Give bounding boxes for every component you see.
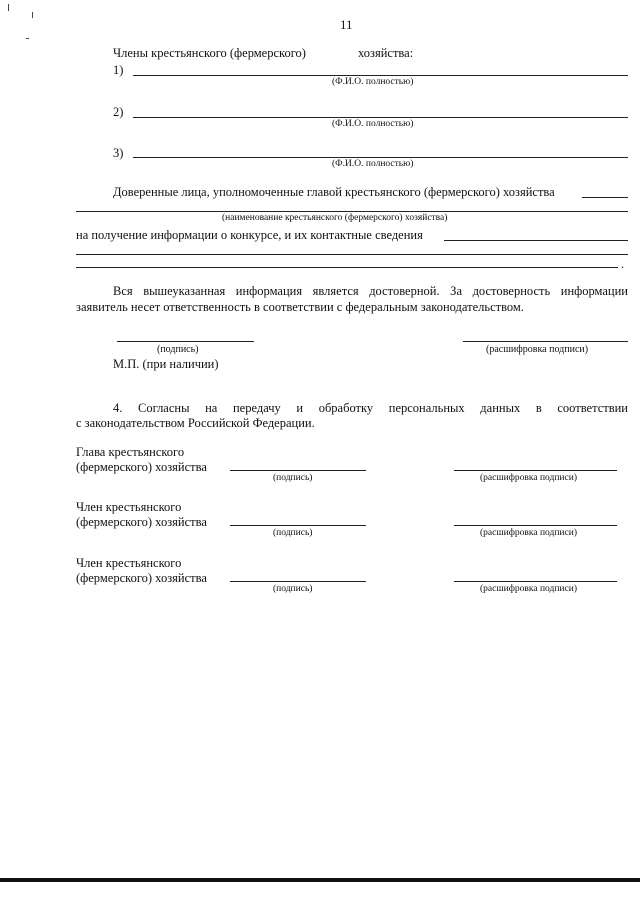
contact-fill-line-2[interactable] bbox=[76, 254, 628, 255]
scan-mark bbox=[26, 38, 29, 39]
page-number: 11 bbox=[340, 17, 353, 32]
head-signature-caption: (подпись) bbox=[273, 473, 313, 483]
member-name-caption: (расшифровка подписи) bbox=[480, 528, 577, 538]
member-2-signature-caption: (подпись) bbox=[273, 584, 313, 594]
members-intro-left: Члены крестьянского (фермерского) bbox=[113, 46, 306, 60]
head-title-1: Глава крестьянского bbox=[76, 445, 185, 459]
member-2-caption: (Ф.И.О. полностью) bbox=[332, 119, 414, 129]
head-title-2: (фермерского) хозяйства bbox=[76, 460, 207, 474]
member-2-title-1: Член крестьянского bbox=[76, 556, 182, 570]
head-name-line[interactable] bbox=[454, 470, 617, 471]
member-2-name-line[interactable] bbox=[454, 581, 617, 582]
signature-name-caption: (расшифровка подписи) bbox=[486, 344, 589, 355]
contact-fill-line-3[interactable] bbox=[76, 267, 618, 268]
member-2-signature-line[interactable] bbox=[230, 581, 366, 582]
consent-line-1: 4. Согласны на передачу и обработку персональных данных в соответствии bbox=[113, 401, 628, 415]
scan-mark bbox=[32, 12, 33, 18]
farm-name-line[interactable] bbox=[76, 211, 628, 212]
head-signature-line[interactable] bbox=[230, 470, 366, 471]
member-2-name-line[interactable] bbox=[133, 117, 628, 118]
member-signature-caption: (подпись) bbox=[273, 528, 313, 538]
member-2-number: 2) bbox=[113, 105, 124, 119]
member-signature-line[interactable] bbox=[230, 525, 366, 526]
signature-name-line[interactable] bbox=[463, 341, 628, 342]
statement-line-1: Вся вышеуказанная информация является достоверной. За достоверность информации bbox=[113, 284, 628, 298]
member-title-2: (фермерского) хозяйства bbox=[76, 515, 207, 529]
head-name-caption: (расшифровка подписи) bbox=[480, 473, 577, 483]
members-intro-right: хозяйства: bbox=[358, 46, 414, 60]
trusted-line-1: Доверенные лица, уполномоченные главой крестьянского (фермерского) хозяйства bbox=[113, 185, 555, 199]
member-title-1: Член крестьянского bbox=[76, 500, 182, 514]
member-1-name-line[interactable] bbox=[133, 75, 628, 76]
page-bottom-border bbox=[0, 878, 640, 882]
trusted-fill-line-1[interactable] bbox=[582, 197, 628, 198]
member-2-title-2: (фермерского) хозяйства bbox=[76, 571, 207, 585]
member-2-name-caption: (расшифровка подписи) bbox=[480, 584, 577, 594]
statement-line-2: заявитель несет ответственность в соответствии с федеральным законодательством. bbox=[76, 300, 524, 314]
scan-mark bbox=[8, 4, 9, 11]
signature-line[interactable] bbox=[117, 341, 254, 342]
member-1-number: 1) bbox=[113, 63, 124, 77]
stamp-label: М.П. (при наличии) bbox=[113, 357, 219, 371]
member-3-name-line[interactable] bbox=[133, 157, 628, 158]
member-1-caption: (Ф.И.О. полностью) bbox=[332, 77, 414, 87]
member-name-line[interactable] bbox=[454, 525, 617, 526]
contact-period: . bbox=[621, 257, 625, 271]
member-3-caption: (Ф.И.О. полностью) bbox=[332, 159, 414, 169]
member-3-number: 3) bbox=[113, 146, 124, 160]
consent-line-2: с законодательством Российской Федерации. bbox=[76, 416, 315, 430]
signature-caption: (подпись) bbox=[157, 344, 199, 355]
trusted-line-2: на получение информации о конкурсе, и их контактные сведения bbox=[76, 228, 423, 242]
farm-name-caption: (наименование крестьянского (фермерского) хозяйства) bbox=[222, 213, 448, 223]
contact-fill-line-1[interactable] bbox=[444, 240, 628, 241]
